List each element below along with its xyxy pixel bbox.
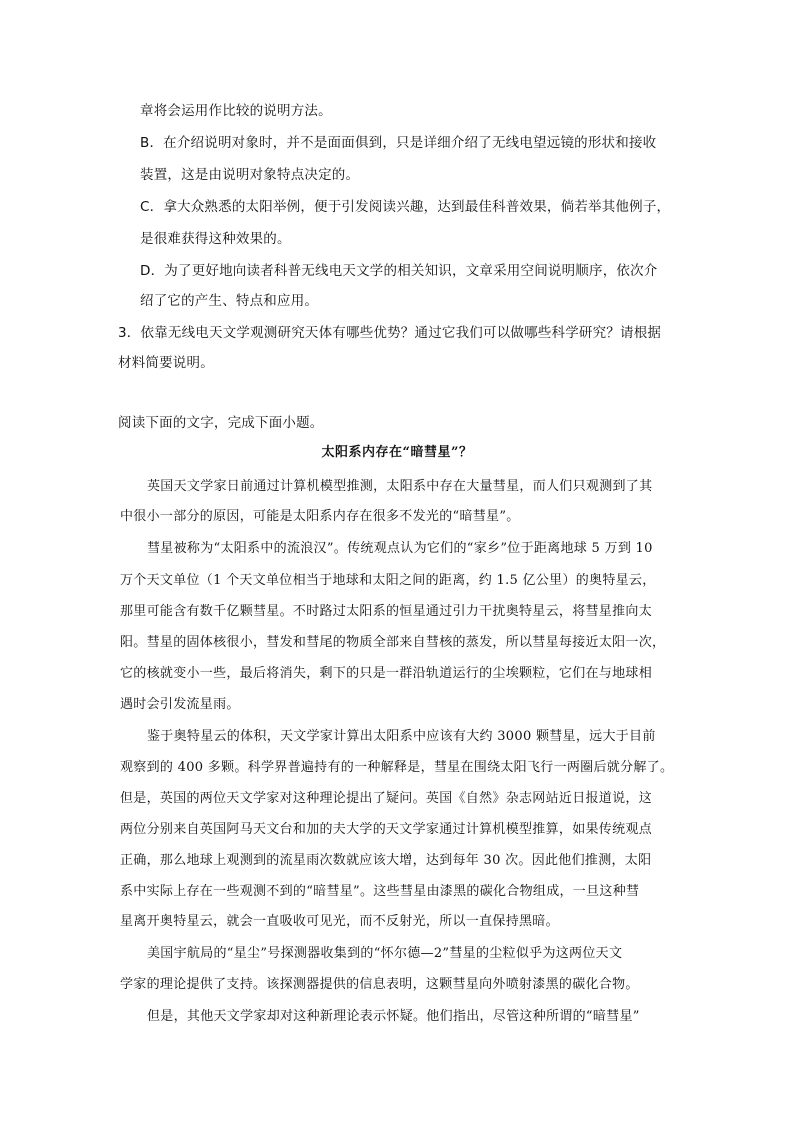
passage-line: 系中实际上存在一些观测不到的“暗彗星”。这些彗星由漆黑的碳化合物组成，一旦这种彗 bbox=[120, 884, 640, 899]
passage-line: 学家的理论提供了支持。该探测器提供的信息表明，这颗彗星向外喷射漆黑的碳化合物。 bbox=[120, 977, 639, 992]
passage-line: 正确，那么地球上观测到的流星雨次数就应该大增，达到每年 30 次。因此他们推测，太阳 bbox=[120, 853, 652, 868]
passage-line: 它的核就变小一些，最后将消失，剩下的只是一群沿轨道运行的尘埃颗粒，它们在与地球相 bbox=[120, 666, 653, 681]
passage-line: 英国天文学家日前通过计算机模型推测，太阳系中存在大量彗星，而人们只观测到了其 bbox=[147, 479, 653, 494]
passage-line: 但是，英国的两位天文学家对这种理论提出了疑问。英国《自然》杂志网站近日报道说，这 bbox=[120, 791, 653, 806]
question-option-line: 装置，这是由说明对象特点决定的。 bbox=[140, 167, 360, 183]
passage-line: 星离开奥特星云，就会一直吸收可见光，而不反射光，所以一直保持黑暗。 bbox=[120, 914, 559, 929]
passage-line: 美国宇航局的“星尘”号探测器收集到的“怀尔德—2”彗星的尘粒似乎为这两位天文 bbox=[147, 946, 623, 961]
passage-line: 鉴于奥特星云的体积，天文学家计算出太阳系中应该有大约 3000 颗彗星，远大于目前 bbox=[147, 729, 656, 744]
question-option-line: 绍了它的产生、特点和应用。 bbox=[140, 293, 319, 309]
question-3: 3．依靠无线电天文学观测研究天体有哪些优势？通过它我们可以做哪些科学研究？请根据 bbox=[118, 325, 662, 341]
question-option-c: C．拿大众熟悉的太阳举例，便于引发阅读兴趣，达到最佳科普效果，倘若举其他例子， bbox=[140, 199, 671, 215]
reading-instruction: 阅读下面的文字，完成下面小题。 bbox=[118, 415, 324, 431]
passage-line: 那里可能含有数千亿颗彗星。不时路过太阳系的恒星通过引力干扰奥特星云，将彗星推向太 bbox=[120, 604, 653, 619]
passage-line: 遇时会引发流星雨。 bbox=[120, 697, 240, 712]
passage-line: 两位分别来自英国阿马天文台和加的夫大学的天文学家通过计算机模型推算，如果传统观点 bbox=[120, 822, 653, 837]
passage-line: 阳。彗星的固体核很小，彗发和彗尾的物质全部来自彗核的蒸发，所以彗星每接近太阳一次， bbox=[120, 635, 666, 650]
passage-line: 但是，其他天文学家却对这种新理论表示怀疑。他们指出，尽管这种所谓的“暗彗星” bbox=[147, 1009, 640, 1024]
question-option-d: D．为了更好地向读者科普无线电天文学的相关知识，文章采用空间说明顺序，依次介 bbox=[140, 263, 658, 279]
passage-line: 彗星被称为“太阳系中的流浪汉”。传统观点认为它们的“家乡”位于距离地球 5 万到 10 bbox=[147, 541, 653, 556]
passage-line: 万个天文单位（1 个天文单位相当于地球和太阳之间的距离，约 1.5 亿公里）的奥特星云， bbox=[120, 573, 656, 588]
passage-line: 观察到的 400 多颗。科学界普遍持有的一种解释是，彗星在围绕太阳飞行一两圈后就分解了。 bbox=[120, 760, 674, 775]
question-option-line: 是很难获得这种效果的。 bbox=[140, 231, 291, 247]
passage-title: 太阳系内存在“暗彗星”？ bbox=[321, 445, 473, 460]
question-option-b: B．在介绍说明对象时，并不是面面俱到，只是详细介绍了无线电望远镜的形状和接收 bbox=[140, 135, 657, 151]
question-3-line: 材料简要说明。 bbox=[118, 355, 214, 371]
passage-line: 中很小一部分的原因，可能是太阳系内存在很多不发光的“暗彗星”。 bbox=[120, 509, 520, 524]
question-option-line: 章将会运用作比较的说明方法。 bbox=[140, 103, 332, 119]
